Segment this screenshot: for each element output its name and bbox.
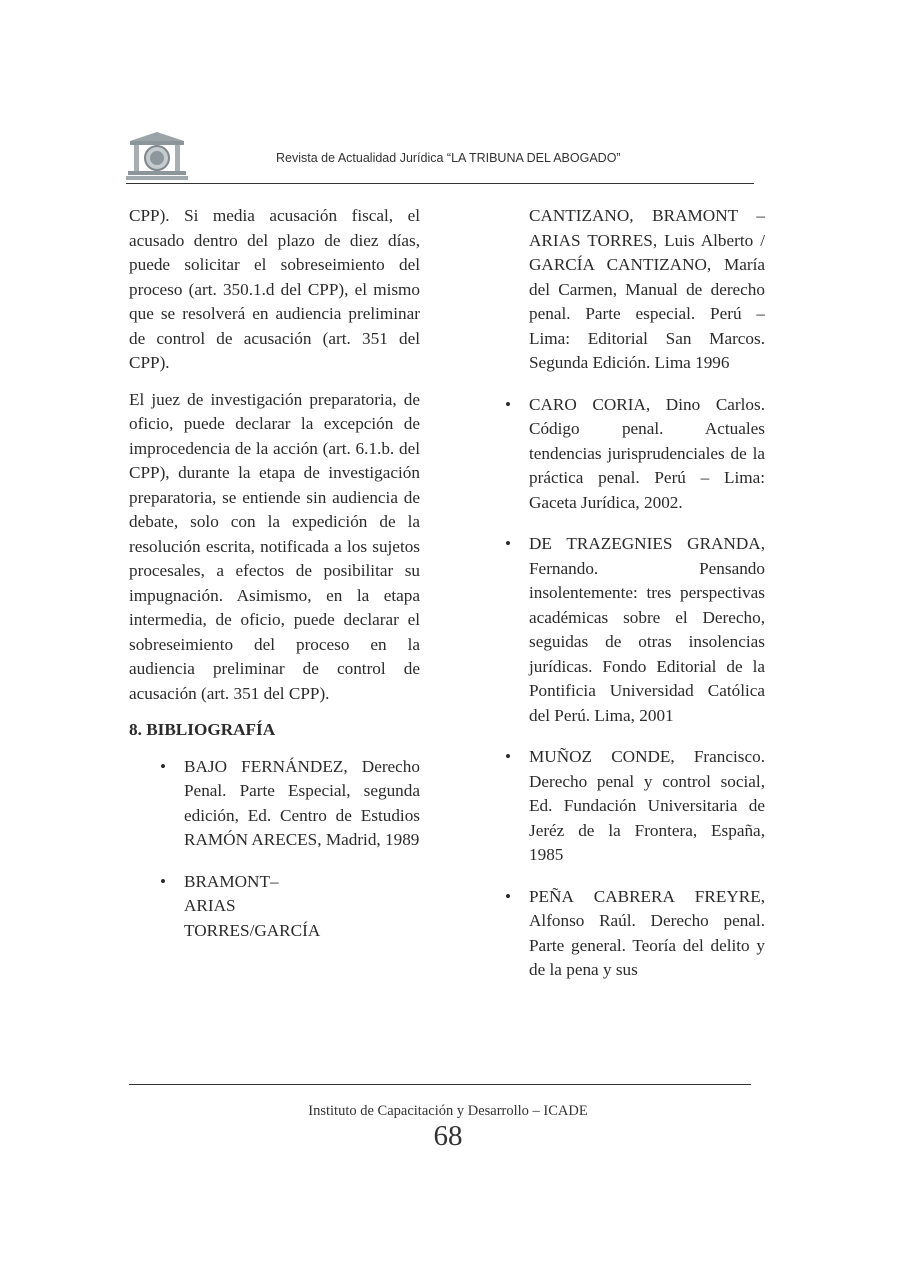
section-heading: 8. BIBLIOGRAFÍA <box>129 720 276 739</box>
bullet-icon: • <box>160 871 167 891</box>
footer-institute: Instituto de Capacitación y Desarrollo – ICADE <box>308 1103 588 1119</box>
bibliography-item: • DE TRAZEGNIES GRANDA, Fernando. Pensando insolentemente: tres perspectivas académicas sobre el Derecho, seguidas de otras insolencias jurídicas. Fondo Editorial de la Pontificia Universidad Católica del Perú. Lima, 2001 <box>505 534 765 725</box>
bullet-icon: • <box>505 747 512 766</box>
left-column <box>129 204 420 960</box>
bullet-icon: • <box>160 756 167 776</box>
bullet-icon: • <box>505 886 512 906</box>
bullet-icon: • <box>505 534 512 553</box>
bibliography-item-continued: CANTIZANO, BRAMONT – ARIAS TORRES, Luis Alberto / GARCÍA CANTIZANO, María del Carmen, Manual de derecho penal. Parte especial. Perú – Lima: Editorial San Marcos. Segunda Edición. Lima 1996 <box>529 206 765 372</box>
page-number: 68 <box>433 1120 463 1152</box>
paragraph: El juez de investigación preparatoria, de oficio, puede declarar la excepción de improcedencia de la acción (art. 6.1.b. del CPP), durante la etapa de investigación preparatoria, se entiende sin audiencia de debate, solo con la expedición de la resolución escrita, notificada a los sujetos procesales, a efectos de posibilitar su impugnación. Asimismo, en la etapa intermedia, de oficio, puede declarar el sobreseimiento del proceso en la audiencia preliminar de control de acusación (art. 351 del CPP). <box>129 389 420 703</box>
journal-title: Revista de Actualidad Jurídica “LA TRIBUNA DEL ABOGADO” <box>276 151 621 165</box>
bibliography-item: • CARO CORIA, Dino Carlos. Código penal. Actuales tendencias jurisprudenciales de la práctica penal. Perú – Lima: Gaceta Jurídica, 2002. <box>505 394 765 512</box>
right-column <box>505 204 765 1000</box>
bibliography-item: • PEÑA CABRERA FREYRE, Alfonso Raúl. Derecho penal. Parte general. Teoría del delito y de la pena y sus <box>505 886 765 979</box>
bullet-icon: • <box>505 394 512 414</box>
bibliography-item: • BAJO FERNÁNDEZ, Derecho Penal. Parte Especial, segunda edición, Ed. Centro de Estudios RAMÓN ARECES, Madrid, 1989 <box>160 756 420 849</box>
header-rule <box>126 183 754 184</box>
bibliography-item: • BRAMONT–ARIAS TORRES/GARCÍA <box>160 871 321 940</box>
paragraph: CPP). Si media acusación fiscal, el acusado dentro del plazo de diez días, puede solicitar el sobreseimiento del proceso (art. 350.1.d del CPP), el mismo que se resolverá en audiencia preliminar de control de acusación (art. 351 del CPP). <box>129 206 420 372</box>
footer-rule <box>129 1084 751 1085</box>
bibliography-item: • MUÑOZ CONDE, Francisco. Derecho penal y control social, Ed. Fundación Universitaria de Jeréz de la Frontera, España, 1985 <box>505 747 765 864</box>
icade-logo <box>126 131 188 181</box>
